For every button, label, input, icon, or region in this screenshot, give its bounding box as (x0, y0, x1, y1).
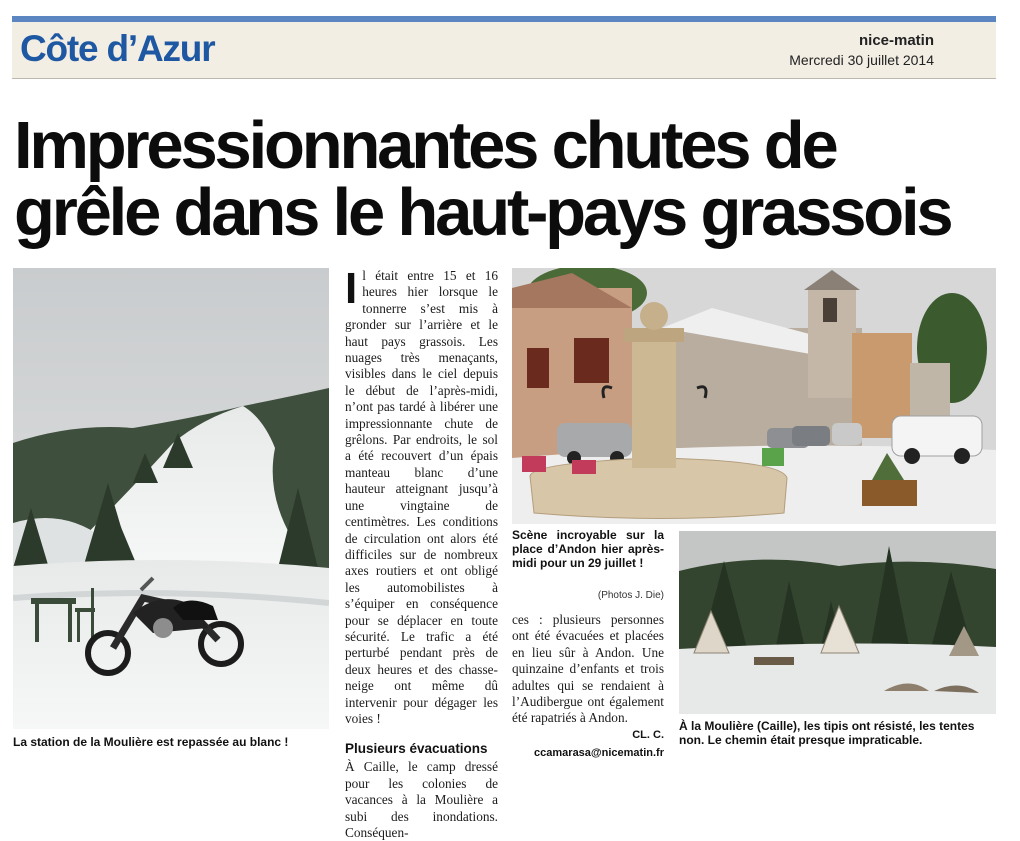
headline-line-1: Impressionnantes chutes de (14, 108, 836, 183)
subhead-evacuations: Plusieurs évacuations (345, 741, 488, 757)
photo-moulière-ski-station (13, 268, 329, 729)
article-paragraph-1: Il était entre 15 et 16 heures hier lorsque le tonnerre s’est mis à gronder sur l’arrière et le haut pays grassois. Les nuages très menaçants, visibles dans le ciel depuis le début de l’après-midi, n’ont pas tardé à libérer une impressionnante chute de grêlons. Par endroits, le sol a été recouvert d’un épais manteau blanc d’une hauteur atteignant jusqu’à une vingtaine de centimètres. Les conditions de circulation ont alors été difficiles sur de nombreux axes routiers et ont obligé les automobilistes à s’équiper en conséquence pour se déplacer en toute sécurité. Le trafic a été perturbé pendant près de deux heures et des chasse-neige ont même dû intervenir pour dégager les voies ! (345, 264, 498, 726)
author-email: ccamarasa@nicematin.fr (534, 746, 664, 759)
photo-tipis-moulière (679, 531, 996, 714)
article-paragraph-2: À Caille, le camp dressé pour les colonies de vacances à la Moulière a subi des inondations. Conséquen- (345, 759, 498, 840)
drop-cap: I (345, 264, 358, 313)
article-paragraph-3: ces : plusieurs personnes ont été évacuées et placées en lieu sûr à Andon. Une quinzaine d’enfants et trois adultes qui se rendaient à l’Audibergue ont également été rapatriés à Andon. (512, 612, 664, 726)
publication-date: Mercredi 30 juillet 2014 (789, 52, 934, 68)
article-column-2 (512, 612, 664, 759)
caption-left-photo: La station de la Moulière est repassée au blanc ! (13, 735, 289, 749)
newspaper-name: nice-matin (858, 32, 934, 49)
article-column-1 (345, 264, 498, 841)
headline-line-2: grêle dans le haut-pays grassois (14, 175, 951, 250)
caption-andon-photo: Scène incroyable sur la place d’Andon hier après-midi pour un 29 juillet ! (512, 528, 664, 570)
photo-credit: (Photos J. Die) (597, 590, 664, 601)
section-rubric: Côte d’Azur (20, 28, 215, 69)
header-divider (12, 78, 996, 79)
author-signature: CL. C. (632, 728, 664, 741)
photo-place-andon (512, 268, 996, 524)
headline (14, 108, 1004, 250)
caption-tipis-photo: À la Moulière (Caille), les tipis ont résisté, les tentes non. Le chemin était presque impraticable. (679, 719, 975, 747)
